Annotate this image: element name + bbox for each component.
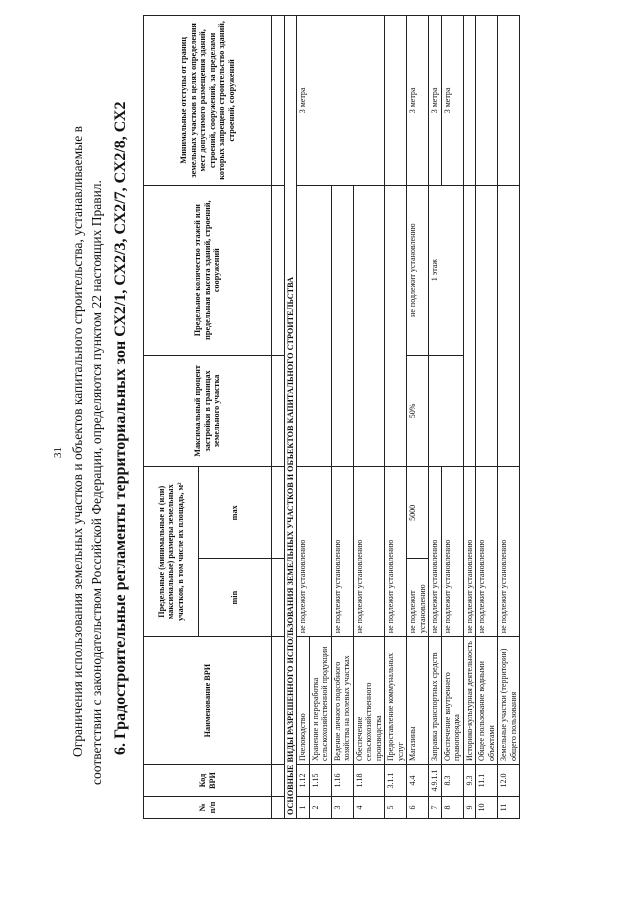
row-percent-floors [476, 185, 498, 467]
intro-line-1: Ограничения использования земельных участков и объектов капитального строительства, устанавливаемые в [70, 126, 85, 757]
row-num: 5 [385, 797, 407, 819]
col-setback-header: Минимальные отступы от границ земельных участков в целях определения мест допустимого размещения зданий, строений, сооружений, за пределами которых запрещено строительство зданий, строений, сооружений [144, 16, 272, 186]
row-name: Ведение личного подсобного хозяйства на полевых участках [331, 637, 353, 765]
row-percent-floors [353, 185, 385, 467]
intro-paragraph [68, 85, 106, 785]
row-sizes: не подлежит установлению [498, 467, 520, 637]
row-code: 11.1 [476, 765, 498, 797]
row-percent-floors [463, 185, 476, 467]
row-setback [463, 16, 476, 186]
page-number: 31 [52, 447, 64, 458]
row-name: Предоставление коммунальных услуг [385, 637, 407, 765]
row-code: 1.18 [353, 765, 385, 797]
header-row-1 [144, 16, 199, 819]
row-min: не подлежит установлению [407, 559, 429, 637]
row-num: 2 [309, 797, 331, 819]
row-percent-floors [297, 185, 332, 467]
col-num-header: № п/п [144, 797, 272, 819]
row-name: Историко-культурная деятельность [463, 637, 476, 765]
table-row [476, 16, 498, 819]
section-heading: 6. Градостроительные регламенты территориальных зон СХ2/1, СХ2/3, СХ2/7, СХ2/8, СХ2 [112, 101, 129, 755]
row-setback [498, 16, 520, 186]
row-max: 5000 [407, 467, 429, 559]
section-row [284, 16, 297, 819]
row-num: 7 [429, 797, 442, 819]
row-num: 4 [353, 797, 385, 819]
row-code: 1.12 [297, 765, 310, 797]
intro-line-2: соответствии с законодательством Российской Федерации, определяются пунктом 22 настоящих Правил. [89, 180, 104, 785]
row-sizes: не подлежит установлению [353, 467, 385, 637]
row-num: 6 [407, 797, 429, 819]
row-setback: 3 метра [429, 16, 442, 186]
row-name: Обеспечение внутреннего правопорядка [441, 637, 463, 765]
column-numbers-row [272, 16, 285, 819]
row-num: 8 [441, 797, 463, 819]
row-percent-floors [385, 185, 407, 467]
table-row [498, 16, 520, 819]
row-setback: 3 метра [407, 16, 429, 186]
row-sizes: не подлежит установлению [441, 467, 463, 637]
row-num: 11 [498, 797, 520, 819]
row-setback [385, 16, 407, 186]
row-num: 3 [331, 797, 353, 819]
row-sizes: не подлежит установлению [385, 467, 407, 637]
row-name: Общее пользование водными объектами [476, 637, 498, 765]
row-percent-floors [498, 185, 520, 467]
col-name-header: Наименование ВРИ [144, 637, 272, 765]
row-code: 9.3 [463, 765, 476, 797]
col-code-header: Код ВРИ [144, 765, 272, 797]
row-setback: 3 метра [297, 16, 385, 186]
row-sizes: не подлежит установлению [463, 467, 476, 637]
row-code: 1.15 [309, 765, 331, 797]
row-num: 9 [463, 797, 476, 819]
row-code: 3.1.1 [385, 765, 407, 797]
row-percent: 50% [407, 355, 429, 467]
row-sizes: не подлежит установлению [476, 467, 498, 637]
col-percent-header: Максимальный процент застройки в границах земельного участка [144, 355, 272, 467]
row-code: 12.0 [498, 765, 520, 797]
col-min-header: min [199, 559, 272, 637]
table-row [429, 16, 442, 819]
row-floors: 1 этаж [429, 185, 464, 355]
col-floors-header: Предельное количество этажей или предельная высота зданий, строений, сооружений [144, 185, 272, 355]
row-name: Магазины [407, 637, 429, 765]
table-row [407, 16, 429, 819]
row-num: 1 [297, 797, 310, 819]
row-name: Земельные участки (территории) общего пользования [498, 637, 520, 765]
row-name: Пчеловодство [297, 637, 310, 765]
section-title: ОСНОВНЫЕ ВИДЫ РАЗРЕШЕННОГО ИСПОЛЬЗОВАНИЯ ЗЕМЕЛЬНЫХ УЧАСТКОВ И ОБЪЕКТОВ КАПИТАЛЬНОГО СТРОИТЕЛЬСТВА [284, 16, 297, 819]
row-percent-floors [331, 185, 353, 467]
row-code: 8.3 [441, 765, 463, 797]
row-name: Заправка транспортных средств [429, 637, 442, 765]
row-floors: не подлежит установлению [407, 185, 429, 355]
table-row [297, 16, 310, 819]
table-row [385, 16, 407, 819]
row-setback: 3 метра [441, 16, 463, 186]
row-name: Обеспечение сельскохозяйственного производства [353, 637, 385, 765]
row-num: 10 [476, 797, 498, 819]
row-code: 4.9.1.1 [429, 765, 442, 797]
regulations-table [143, 15, 520, 819]
row-name: Хранение и переработка сельскохозяйственной продукции [309, 637, 331, 765]
row-code: 1.16 [331, 765, 353, 797]
col-max-header: max [199, 467, 272, 559]
row-sizes: не подлежит установлению [429, 467, 442, 637]
row-sizes: не подлежит установлению [331, 467, 353, 637]
row-sizes: не подлежит установлению [297, 467, 332, 637]
row-setback [476, 16, 498, 186]
table-row [463, 16, 476, 819]
row-percent [429, 355, 464, 467]
row-code: 4.4 [407, 765, 429, 797]
col-sizes-header: Предельные (минимальные и (или) максимальные) размеры земельных участков, в том числе их площадь, м² [144, 467, 199, 637]
